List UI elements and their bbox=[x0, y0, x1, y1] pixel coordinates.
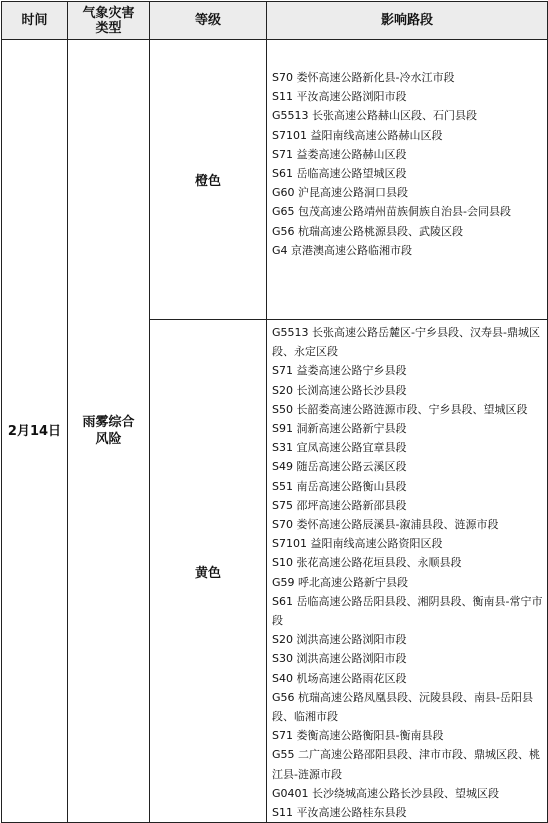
road-item: S71 益娄高速公路赫山区段 bbox=[272, 147, 407, 161]
road-item: S11 平汝高速公路浏阳市段 bbox=[272, 90, 407, 104]
road-item: S61 岳临高速公路望城区段 bbox=[272, 167, 407, 181]
roads-list-yellow bbox=[272, 323, 544, 822]
road-item: G55 二广高速公路邵阳县段、津市市段、鼎城区段、桃江县-涟源市段 bbox=[272, 748, 541, 781]
orange-row bbox=[2, 40, 548, 320]
road-item: G5513 长张高速公路岳麓区-宁乡县段、汉寿县-鼎城区段、永定区段 bbox=[272, 326, 540, 359]
road-item: G60 沪昆高速公路洞口县段 bbox=[272, 186, 409, 200]
road-item: S71 益娄高速公路宁乡县段 bbox=[272, 364, 407, 378]
type-text: 雨雾综合风险 bbox=[82, 415, 135, 448]
road-item: G56 杭瑞高速公路凤凰县段、沅陵县段、南县-岳阳县段、临湘市段 bbox=[272, 690, 533, 724]
road-item: G5513 长张高速公路赫山区段、石门县段 bbox=[272, 109, 478, 123]
road-item: S11 平汝高速公路桂东县段 bbox=[272, 806, 407, 820]
header-roads: 影响路段 bbox=[267, 2, 548, 40]
road-item: G59 呼北高速公路新宁县段 bbox=[272, 575, 409, 589]
header-row bbox=[2, 2, 548, 40]
road-item: S61 岳临高速公路岳阳县段、湘阴县段、衡南县-常宁市段 bbox=[272, 594, 543, 628]
road-item: S20 浏洪高速公路浏阳市段 bbox=[272, 633, 407, 647]
road-item: S7101 益阳南线高速公路赫山区段 bbox=[272, 128, 443, 142]
road-item: S10 张花高速公路花垣县段、永顺县段 bbox=[272, 556, 462, 570]
road-item: S70 娄怀高速公路新化县-冷水江市段 bbox=[272, 71, 455, 84]
roads-orange bbox=[267, 40, 548, 320]
road-item: S7101 益阳南线高速公路资阳区段 bbox=[272, 537, 443, 551]
road-item: G4 京港澳高速公路临湘市段 bbox=[272, 243, 413, 257]
road-item: S40 机场高速公路雨花区段 bbox=[272, 671, 407, 685]
road-item: S91 洞新高速公路新宁县段 bbox=[272, 422, 407, 436]
header-type: 气象灾害类型 bbox=[68, 2, 150, 40]
road-item: S75 邵坪高速公路新邵县段 bbox=[272, 498, 407, 512]
road-item: S70 娄怀高速公路辰溪县-溆浦县段、涟源市段 bbox=[272, 518, 499, 532]
road-item: S30 浏洪高速公路浏阳市段 bbox=[272, 652, 407, 666]
level-orange: 橙色 bbox=[150, 40, 267, 320]
road-item: G0401 长沙绕城高速公路长沙县段、望城区段 bbox=[272, 786, 500, 800]
road-item: S31 宜凤高速公路宜章县段 bbox=[272, 441, 407, 455]
level-yellow: 黄色 bbox=[150, 320, 267, 823]
road-item: S51 南岳高速公路衡山县段 bbox=[272, 479, 407, 493]
risk-table bbox=[1, 1, 548, 823]
road-item: S20 长浏高速公路长沙县段 bbox=[272, 383, 407, 397]
road-item: G56 杭瑞高速公路桃源县段、武陵区段 bbox=[272, 224, 464, 238]
roads-list-orange bbox=[272, 68, 544, 260]
date-cell: 2月14日 bbox=[2, 40, 68, 823]
road-item: S71 娄衡高速公路衡阳县-衡南县段 bbox=[272, 729, 444, 743]
road-item: S50 长韶娄高速公路涟源市段、宁乡县段、望城区段 bbox=[272, 402, 528, 416]
road-item: G65 包茂高速公路靖州苗族侗族自治县-会同县段 bbox=[272, 205, 511, 219]
header-date: 时间 bbox=[2, 2, 68, 40]
roads-yellow bbox=[267, 320, 548, 823]
header-level: 等级 bbox=[150, 2, 267, 40]
type-cell bbox=[68, 40, 150, 823]
road-item: S49 随岳高速公路云溪区段 bbox=[272, 460, 407, 474]
